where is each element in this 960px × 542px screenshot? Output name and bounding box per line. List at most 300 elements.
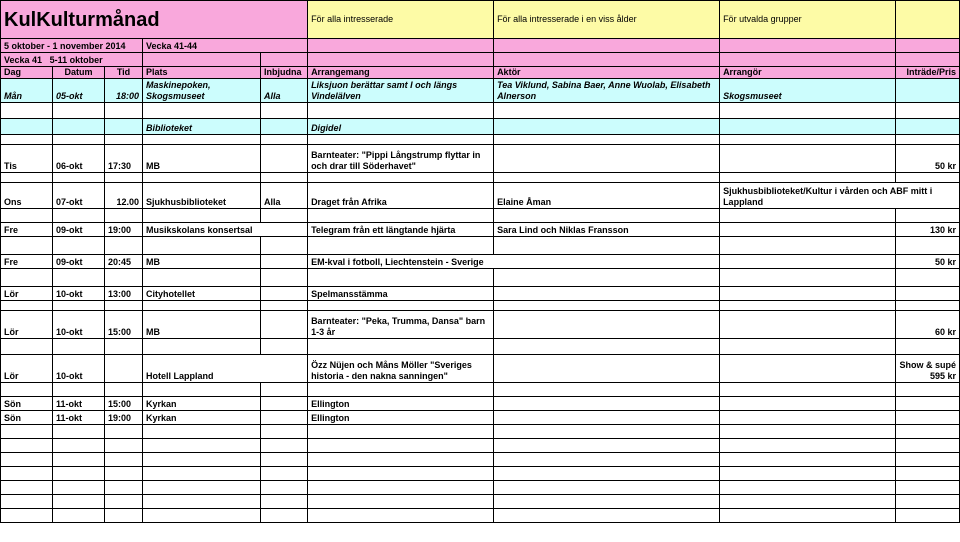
cell-plats[interactable]: Hotell Lappland [143,355,308,383]
cell-plats[interactable]: MB [143,145,261,173]
empty-cell[interactable] [143,237,261,255]
cell-arrangor[interactable] [720,411,896,425]
week-cell[interactable] [1,53,143,67]
empty-cell[interactable] [494,453,720,467]
empty-cell[interactable] [105,103,143,119]
empty-cell[interactable] [261,269,308,287]
empty-cell[interactable] [143,495,261,509]
empty-cell[interactable] [53,237,105,255]
audience-all-cell[interactable]: För alla intresserade [308,1,494,39]
cell-plats[interactable]: Maskinepoken, Skogsmuseet [143,79,261,103]
spacer-row [1,103,960,119]
empty-cell[interactable] [720,209,896,223]
empty-cell[interactable] [261,237,308,255]
cell-arrangemang[interactable]: Ellington [308,411,494,425]
cell-datum[interactable]: 06-okt [53,145,105,173]
col-header-plats[interactable]: Plats [143,67,261,79]
empty-cell[interactable] [896,1,960,39]
empty-cell[interactable] [720,53,896,67]
empty-cell[interactable] [720,237,896,255]
cell-dag[interactable]: Sön [1,411,53,425]
cell-arrangor[interactable] [720,145,896,173]
cell-arrangemang[interactable]: Spelmansstämma [308,287,494,301]
table-row [1,411,960,425]
empty-cell[interactable] [53,269,105,287]
empty-cell[interactable] [720,39,896,53]
empty-cell[interactable] [308,383,494,397]
empty-cell[interactable] [896,453,960,467]
empty-cell[interactable] [1,453,53,467]
empty-cell[interactable] [1,237,53,255]
cell-tid[interactable]: 19:00 [105,223,143,237]
cell-arrangemang[interactable]: Telegram från ett längtande hjärta [308,223,494,237]
period-row [1,39,960,53]
cell-arrangor[interactable]: Skogsmuseet [720,79,896,103]
empty-cell[interactable] [896,53,960,67]
empty-cell[interactable] [261,135,308,145]
empty-cell[interactable] [105,481,143,495]
table-row [1,311,960,339]
empty-cell[interactable] [143,481,261,495]
empty-cell[interactable] [105,467,143,481]
table-row [1,119,960,135]
empty-cell[interactable] [494,269,720,287]
spacer-row [1,135,960,145]
empty-cell[interactable] [143,173,261,183]
empty-cell[interactable] [494,237,720,255]
cell-inbjudna[interactable]: Alla [261,79,308,103]
empty-cell[interactable] [494,173,720,183]
spacer-row [1,383,960,397]
empty-cell[interactable] [53,383,105,397]
empty-cell[interactable] [494,53,720,67]
col-header-aktor[interactable]: Aktör [494,67,720,79]
table-row [1,183,960,209]
empty-cell[interactable] [143,209,261,223]
empty-cell[interactable] [53,467,105,481]
empty-cell[interactable] [261,439,308,453]
cell-plats[interactable]: Sjukhusbiblioteket [143,183,261,209]
cell-tid[interactable]: 13:00 [105,287,143,301]
empty-cell[interactable] [308,103,494,119]
empty-cell[interactable] [1,383,53,397]
empty-cell[interactable] [261,467,308,481]
empty-cell[interactable] [143,53,261,67]
cell-pris[interactable]: 50 kr [896,255,960,269]
cell-plats[interactable]: MB [143,255,261,269]
empty-cell[interactable] [896,467,960,481]
empty-cell[interactable] [1,439,53,453]
empty-cell[interactable] [261,383,308,397]
empty-cell[interactable] [720,509,896,523]
cell-inbjudna[interactable] [261,287,308,301]
table-row [1,79,960,103]
empty-cell[interactable] [1,173,53,183]
cell-arrangemang[interactable]: Barnteater: "Peka, Trumma, Dansa" barn 1-3 år [308,311,494,339]
cell-datum[interactable]: 09-okt [53,223,105,237]
cell-dag[interactable]: Lör [1,355,53,383]
empty-cell[interactable] [143,269,261,287]
cell-arrangemang[interactable]: Özz Nüjen och Måns Möller "Sveriges historia - den nakna sanningen" [308,355,494,383]
empty-cell[interactable] [896,237,960,255]
week-row [1,53,960,67]
cell-arrangor[interactable] [720,287,896,301]
cell-inbjudna[interactable]: Alla [261,183,308,209]
cell-arrangor[interactable] [720,311,896,339]
empty-cell[interactable] [896,103,960,119]
empty-cell[interactable] [494,301,720,311]
empty-cell[interactable] [53,301,105,311]
cell-datum[interactable]: 11-okt [53,397,105,411]
empty-cell[interactable] [896,119,960,135]
empty-cell[interactable] [261,53,308,67]
cell-dag[interactable]: Lör [1,287,53,301]
empty-cell[interactable] [896,301,960,311]
empty-cell[interactable] [308,439,494,453]
empty-cell[interactable] [53,495,105,509]
cell-tid[interactable]: 19:00 [105,411,143,425]
empty-cell[interactable] [53,439,105,453]
table-row [1,287,960,301]
col-header-arrangemang[interactable]: Arrangemang [308,67,494,79]
empty-cell[interactable] [1,135,53,145]
cell-arrangemang[interactable]: Draget från Afrika [308,183,494,209]
empty-cell[interactable] [53,425,105,439]
cell-pris[interactable] [896,79,960,103]
price-line-2: 595 kr [930,371,957,381]
empty-cell[interactable] [1,425,53,439]
empty-cell[interactable] [896,39,960,53]
empty-cell[interactable] [53,339,105,355]
price-line-1: Show & supé [899,360,957,370]
empty-cell[interactable] [308,135,494,145]
empty-cell[interactable] [53,173,105,183]
empty-cell[interactable] [143,103,261,119]
cell-datum[interactable]: 07-okt [53,183,105,209]
empty-cell[interactable] [308,509,494,523]
empty-cell[interactable] [105,135,143,145]
audience-age-cell[interactable]: För alla intresserade i en viss ålder [494,1,720,39]
empty-cell[interactable] [53,481,105,495]
cell-plats[interactable]: Biblioteket [143,119,261,135]
empty-cell[interactable] [261,173,308,183]
empty-cell[interactable] [308,339,494,355]
empty-cell[interactable] [105,453,143,467]
empty-cell[interactable] [896,173,960,183]
empty-cell[interactable] [720,119,896,135]
col-header-inbjudna[interactable]: Inbjudna [261,67,308,79]
empty-cell[interactable] [494,425,720,439]
spacer-row [1,425,960,439]
empty-cell[interactable] [308,39,494,53]
empty-cell[interactable] [308,269,494,287]
empty-cell[interactable] [105,509,143,523]
empty-cell[interactable] [143,301,261,311]
cell-plats[interactable]: Kyrkan [143,397,261,411]
cell-pris[interactable] [896,397,960,411]
empty-cell[interactable] [53,135,105,145]
cell-aktor[interactable] [494,397,720,411]
table-row [1,255,960,269]
spacer-row [1,481,960,495]
empty-cell[interactable] [896,209,960,223]
cell-tid[interactable]: 18:00 [105,79,143,103]
empty-cell[interactable] [308,53,494,67]
cell-tid[interactable]: 20:45 [105,255,143,269]
empty-cell[interactable] [720,453,896,467]
cell-pris[interactable] [896,411,960,425]
cell-arrangemang[interactable]: EM-kval i fotboll, Liechtenstein - Sverige [308,255,720,269]
empty-cell[interactable] [1,339,53,355]
empty-cell[interactable] [261,301,308,311]
cell-dag[interactable]: Lör [1,311,53,339]
empty-cell[interactable] [143,467,261,481]
cell-tid[interactable]: 17:30 [105,145,143,173]
period-cell[interactable]: 5 oktober - 1 november 2014 [1,39,143,53]
empty-cell[interactable] [494,103,720,119]
empty-cell[interactable] [896,269,960,287]
col-header-arrangor[interactable]: Arrangör [720,67,896,79]
empty-cell[interactable] [1,209,53,223]
empty-cell[interactable] [105,425,143,439]
cell-aktor[interactable]: Sara Lind och Niklas Fransson [494,223,720,237]
empty-cell[interactable] [494,481,720,495]
cell-inbjudna[interactable] [261,311,308,339]
cell-aktor[interactable]: Tea Viklund, Sabina Baer, Anne Wuolab, Elisabeth Alnerson [494,79,720,103]
empty-cell[interactable] [261,425,308,439]
empty-cell[interactable] [308,237,494,255]
cell-datum[interactable]: 09-okt [53,255,105,269]
empty-cell[interactable] [261,103,308,119]
empty-cell[interactable] [53,103,105,119]
cell-inbjudna[interactable] [261,397,308,411]
empty-cell[interactable] [720,383,896,397]
cell-tid[interactable] [105,355,143,383]
cell-arrangor[interactable] [720,223,896,237]
week-range: 5-11 oktober [49,55,103,65]
cell-aktor[interactable] [494,355,720,383]
empty-cell[interactable] [261,509,308,523]
cell-inbjudna[interactable] [261,411,308,425]
empty-cell[interactable] [896,481,960,495]
empty-cell[interactable] [105,301,143,311]
cell-dag[interactable]: Mån [1,79,53,103]
empty-cell[interactable] [720,467,896,481]
empty-cell[interactable] [720,339,896,355]
cell-tid[interactable]: 15:00 [105,311,143,339]
empty-cell[interactable] [261,481,308,495]
empty-cell[interactable] [308,173,494,183]
empty-cell[interactable] [1,495,53,509]
column-header-row [1,67,960,79]
empty-cell[interactable] [896,425,960,439]
cell-aktor[interactable] [494,145,720,173]
cell-arrangor[interactable] [720,255,896,269]
empty-cell[interactable] [494,383,720,397]
cell-pris[interactable]: 50 kr [896,145,960,173]
cell-inbjudna[interactable] [261,145,308,173]
empty-cell[interactable] [896,495,960,509]
empty-cell[interactable] [308,453,494,467]
empty-cell[interactable] [261,339,308,355]
empty-cell[interactable] [494,209,720,223]
empty-cell[interactable] [720,103,896,119]
cell-tid[interactable]: 12.00 [105,183,143,209]
empty-cell[interactable] [494,467,720,481]
cell-pris[interactable]: 130 kr [896,223,960,237]
cell-plats[interactable]: Cityhotellet [143,287,261,301]
cell-dag[interactable]: Tis [1,145,53,173]
empty-cell[interactable] [261,495,308,509]
cell-inbjudna[interactable] [261,255,308,269]
cell-plats[interactable]: Kyrkan [143,411,261,425]
empty-cell[interactable] [143,509,261,523]
empty-cell[interactable] [896,509,960,523]
empty-cell[interactable] [896,439,960,453]
empty-cell[interactable] [1,119,53,135]
cell-datum[interactable]: 10-okt [53,311,105,339]
empty-cell[interactable] [308,301,494,311]
spacer-row [1,301,960,311]
cell-dag[interactable]: Fre [1,255,53,269]
empty-cell[interactable] [494,339,720,355]
empty-cell[interactable] [143,453,261,467]
empty-cell[interactable] [494,39,720,53]
cell-datum[interactable]: 11-okt [53,411,105,425]
empty-cell[interactable] [1,103,53,119]
spacer-row [1,237,960,255]
cell-pris[interactable] [896,287,960,301]
week-label: Vecka 41 [4,55,43,65]
empty-cell[interactable] [308,425,494,439]
cell-dag[interactable]: Ons [1,183,53,209]
spacer-row [1,495,960,509]
cell-arrangor[interactable]: Sjukhusbiblioteket/Kultur i vården och ABF mitt i Lappland [720,183,960,209]
empty-cell[interactable] [720,135,896,145]
empty-cell[interactable] [1,269,53,287]
cell-tid[interactable]: 15:00 [105,397,143,411]
empty-cell[interactable] [261,209,308,223]
cell-aktor[interactable] [494,411,720,425]
empty-cell[interactable] [143,439,261,453]
empty-cell[interactable] [143,135,261,145]
empty-cell[interactable] [105,269,143,287]
weeks-cell[interactable]: Vecka 41-44 [143,39,308,53]
empty-cell[interactable] [1,467,53,481]
cell-aktor[interactable] [494,311,720,339]
cell-aktor[interactable] [494,287,720,301]
empty-cell[interactable] [105,173,143,183]
cell-datum[interactable]: 10-okt [53,287,105,301]
col-header-intrade[interactable]: Inträde/Pris [896,67,960,79]
spacer-row [1,173,960,183]
cell-arrangemang[interactable]: Ellington [308,397,494,411]
empty-cell[interactable] [720,495,896,509]
table-row [1,145,960,173]
cell-arrangemang[interactable]: Digidel [308,119,494,135]
cell-arrangor[interactable] [720,355,896,383]
empty-cell[interactable] [308,209,494,223]
audience-groups-cell[interactable]: För utvalda grupper [720,1,896,39]
empty-cell[interactable] [105,119,143,135]
cell-datum[interactable]: 05-okt [53,79,105,103]
empty-cell[interactable] [53,509,105,523]
empty-cell[interactable] [308,467,494,481]
empty-cell[interactable] [1,481,53,495]
empty-cell[interactable] [720,269,896,287]
empty-cell[interactable] [143,339,261,355]
col-header-tid[interactable]: Tid [105,67,143,79]
empty-cell[interactable] [720,301,896,311]
empty-cell[interactable] [53,453,105,467]
empty-cell[interactable] [720,425,896,439]
empty-cell[interactable] [105,237,143,255]
cell-dag[interactable]: Fre [1,223,53,237]
empty-cell[interactable] [494,439,720,453]
table-row [1,355,960,383]
cell-plats[interactable]: MB [143,311,261,339]
cell-arrangemang[interactable]: Barnteater: "Pippi Långstrump flyttar in och drar till Söderhavet" [308,145,494,173]
empty-cell[interactable] [105,439,143,453]
empty-cell[interactable] [143,383,261,397]
cell-datum[interactable]: 10-okt [53,355,105,383]
cell-pris[interactable] [896,355,960,383]
cell-dag[interactable]: Sön [1,397,53,411]
cell-aktor[interactable]: Elaine Åman [494,183,720,209]
cell-pris[interactable]: 60 kr [896,311,960,339]
col-header-datum[interactable]: Datum [53,67,105,79]
empty-cell[interactable] [494,119,720,135]
spacer-row [1,339,960,355]
empty-cell[interactable] [53,119,105,135]
empty-cell[interactable] [896,135,960,145]
empty-cell[interactable] [896,383,960,397]
empty-cell[interactable] [1,301,53,311]
sheet-title-cell[interactable] [1,1,308,39]
empty-cell[interactable] [105,383,143,397]
cell-arrangor[interactable] [720,397,896,411]
empty-cell[interactable] [308,495,494,509]
empty-cell[interactable] [105,495,143,509]
empty-cell[interactable] [143,425,261,439]
col-header-dag[interactable]: Dag [1,67,53,79]
empty-cell[interactable] [720,481,896,495]
spacer-row [1,209,960,223]
spacer-row [1,439,960,453]
sheet-title: KulKulturmånad [4,8,160,31]
table-row [1,223,960,237]
empty-cell[interactable] [720,173,896,183]
empty-cell[interactable] [1,509,53,523]
empty-cell[interactable] [494,135,720,145]
empty-cell[interactable] [105,339,143,355]
empty-cell[interactable] [494,509,720,523]
empty-cell[interactable] [494,495,720,509]
empty-cell[interactable] [261,453,308,467]
empty-cell[interactable] [720,439,896,453]
empty-cell[interactable] [261,119,308,135]
spacer-row [1,269,960,287]
empty-cell[interactable] [308,481,494,495]
empty-cell[interactable] [53,209,105,223]
empty-cell[interactable] [896,339,960,355]
empty-cell[interactable] [105,209,143,223]
table-row [1,397,960,411]
cell-plats[interactable]: Musikskolans konsertsal [143,223,308,237]
spacer-row [1,509,960,523]
cell-arrangemang[interactable]: Liksjuon berättar samt I och längs Vindelälven [308,79,494,103]
spacer-row [1,453,960,467]
